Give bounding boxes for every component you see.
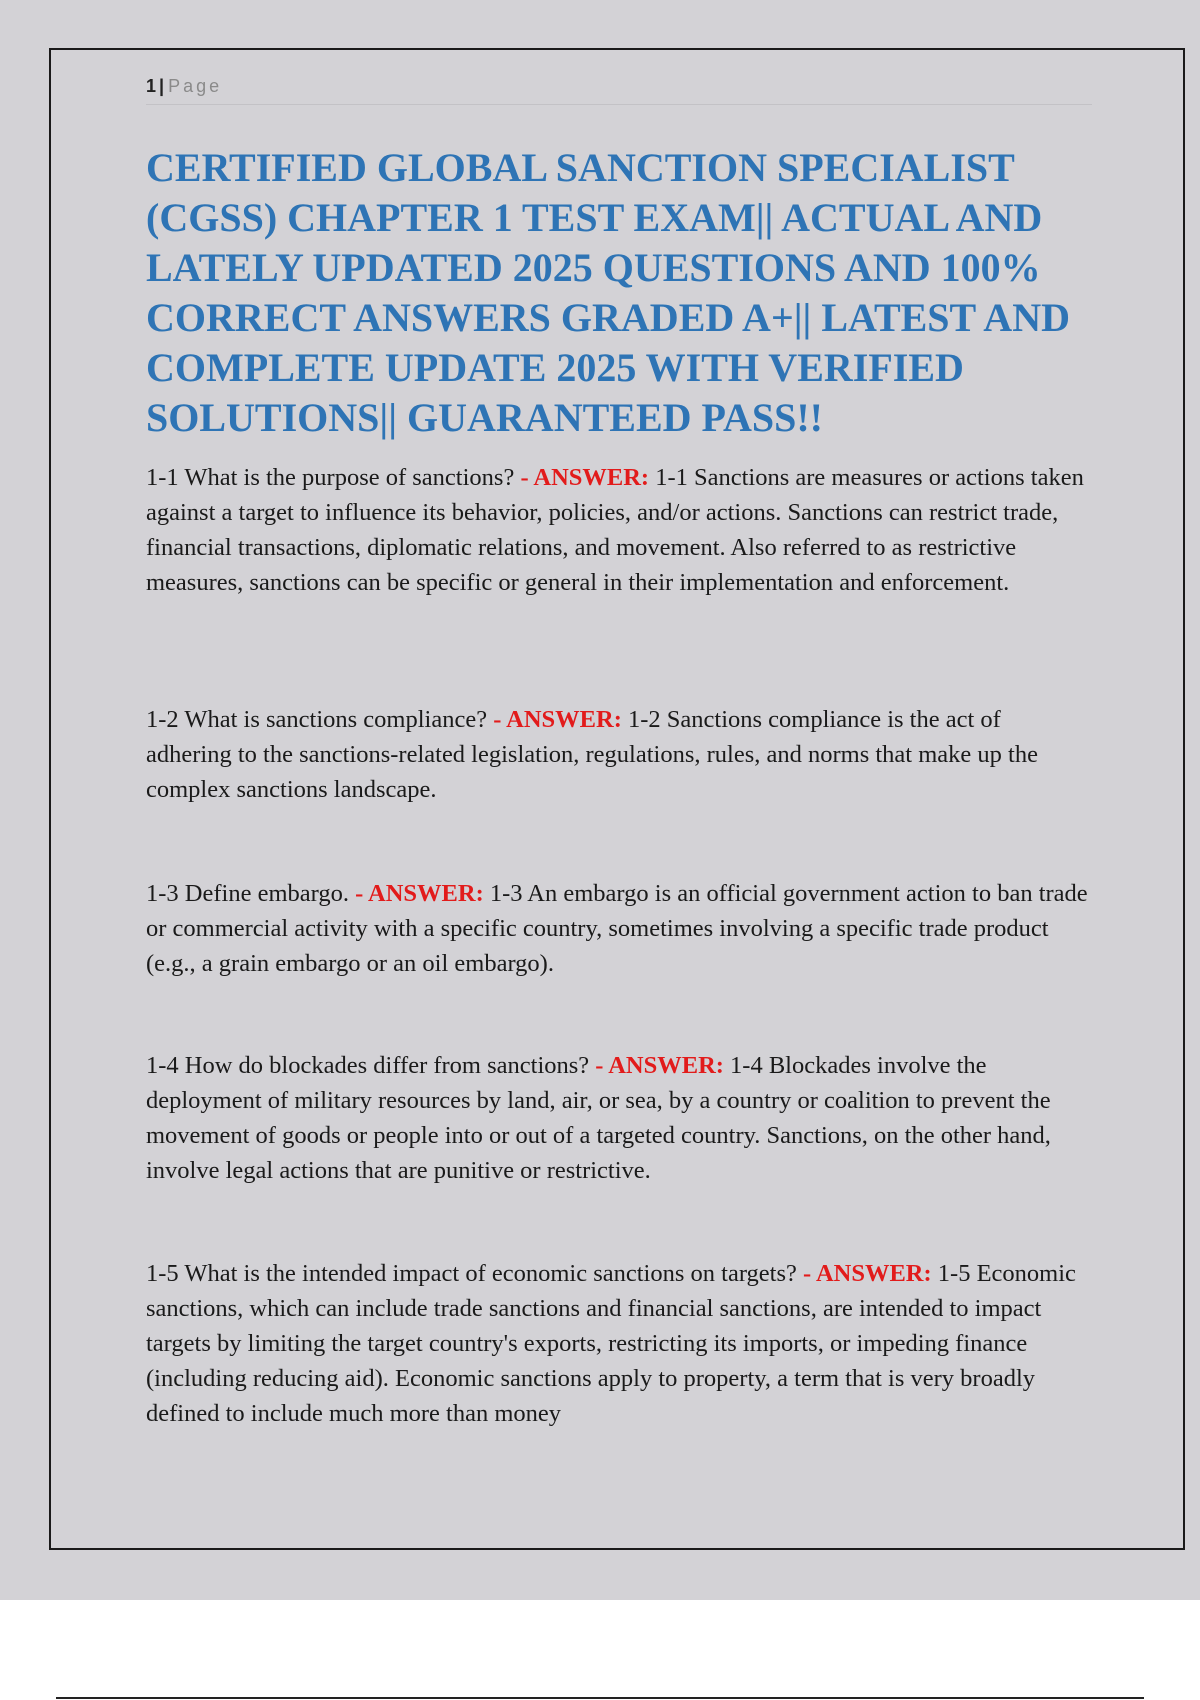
qa-item xyxy=(146,876,1092,981)
qa-item xyxy=(146,1048,1092,1188)
page-label: Page xyxy=(168,76,223,96)
answer-label: - ANSWER: xyxy=(520,464,650,491)
page-separator: | xyxy=(159,76,165,96)
answer-label: - ANSWER: xyxy=(803,1260,932,1287)
bottom-divider xyxy=(56,1697,1144,1699)
answer-text: 1-4 Blockades involve the deployment of military resources by land, air, or sea, by a country or coalition to prevent the movement of goods or people into or out of a targeted country. Sanctions, on the other hand, involve legal actions that are punitive or restrictive. xyxy=(146,1052,1051,1184)
answer-text: 1-5 Economic sanctions, which can include trade sanctions and financial sanctions, are intended to impact targets by limiting the target country's exports, restricting its imports, or impeding finance (including reducing aid). Economic sanctions apply to property, a term that is very broadly defined to include much more than money xyxy=(146,1260,1076,1427)
answer-text: 1-2 Sanctions compliance is the act of adhering to the sanctions-related legislation, regulations, rules, and norms that make up the complex sanctions landscape. xyxy=(146,706,1038,803)
answer-label: - ANSWER: xyxy=(595,1052,724,1079)
answer-text: 1-3 An embargo is an official government action to ban trade or commercial activity with a specific country, sometimes involving a specific trade product (e.g., a grain embargo or an oil embargo). xyxy=(146,880,1088,977)
page-header xyxy=(146,74,1092,105)
page-number: 1 xyxy=(146,76,157,96)
question-text: 1-4 How do blockades differ from sanctions? xyxy=(146,1052,590,1079)
answer-label: - ANSWER: xyxy=(355,880,484,907)
qa-item xyxy=(146,702,1092,807)
question-text: 1-3 Define embargo. xyxy=(146,880,349,907)
answer-text: 1-1 Sanctions are measures or actions taken against a target to influence its behavior, policies, and/or actions. Sanctions can restrict trade, financial transactions, diplomatic relations, and movement. Also referred to as restrictive measures, sanctions can be specific or general in their implementation and enforcement. xyxy=(146,464,1084,596)
qa-item xyxy=(146,460,1092,600)
question-text: 1-5 What is the intended impact of economic sanctions on targets? xyxy=(146,1260,797,1287)
qa-item xyxy=(146,1256,1092,1431)
document-title: CERTIFIED GLOBAL SANCTION SPECIALIST (CGSS) CHAPTER 1 TEST EXAM|| ACTUAL AND LATELY UPDATED 2025 QUESTIONS AND 100% CORRECT ANSWERS GRADED A+|| LATEST AND COMPLETE UPDATE 2025 WITH VERIFIED SOLUTIONS|| GUARANTEED PASS!! xyxy=(146,145,1070,440)
question-text: 1-2 What is sanctions compliance? xyxy=(146,706,488,733)
question-text: 1-1 What is the purpose of sanctions? xyxy=(146,464,515,491)
answer-label: - ANSWER: xyxy=(493,706,622,733)
